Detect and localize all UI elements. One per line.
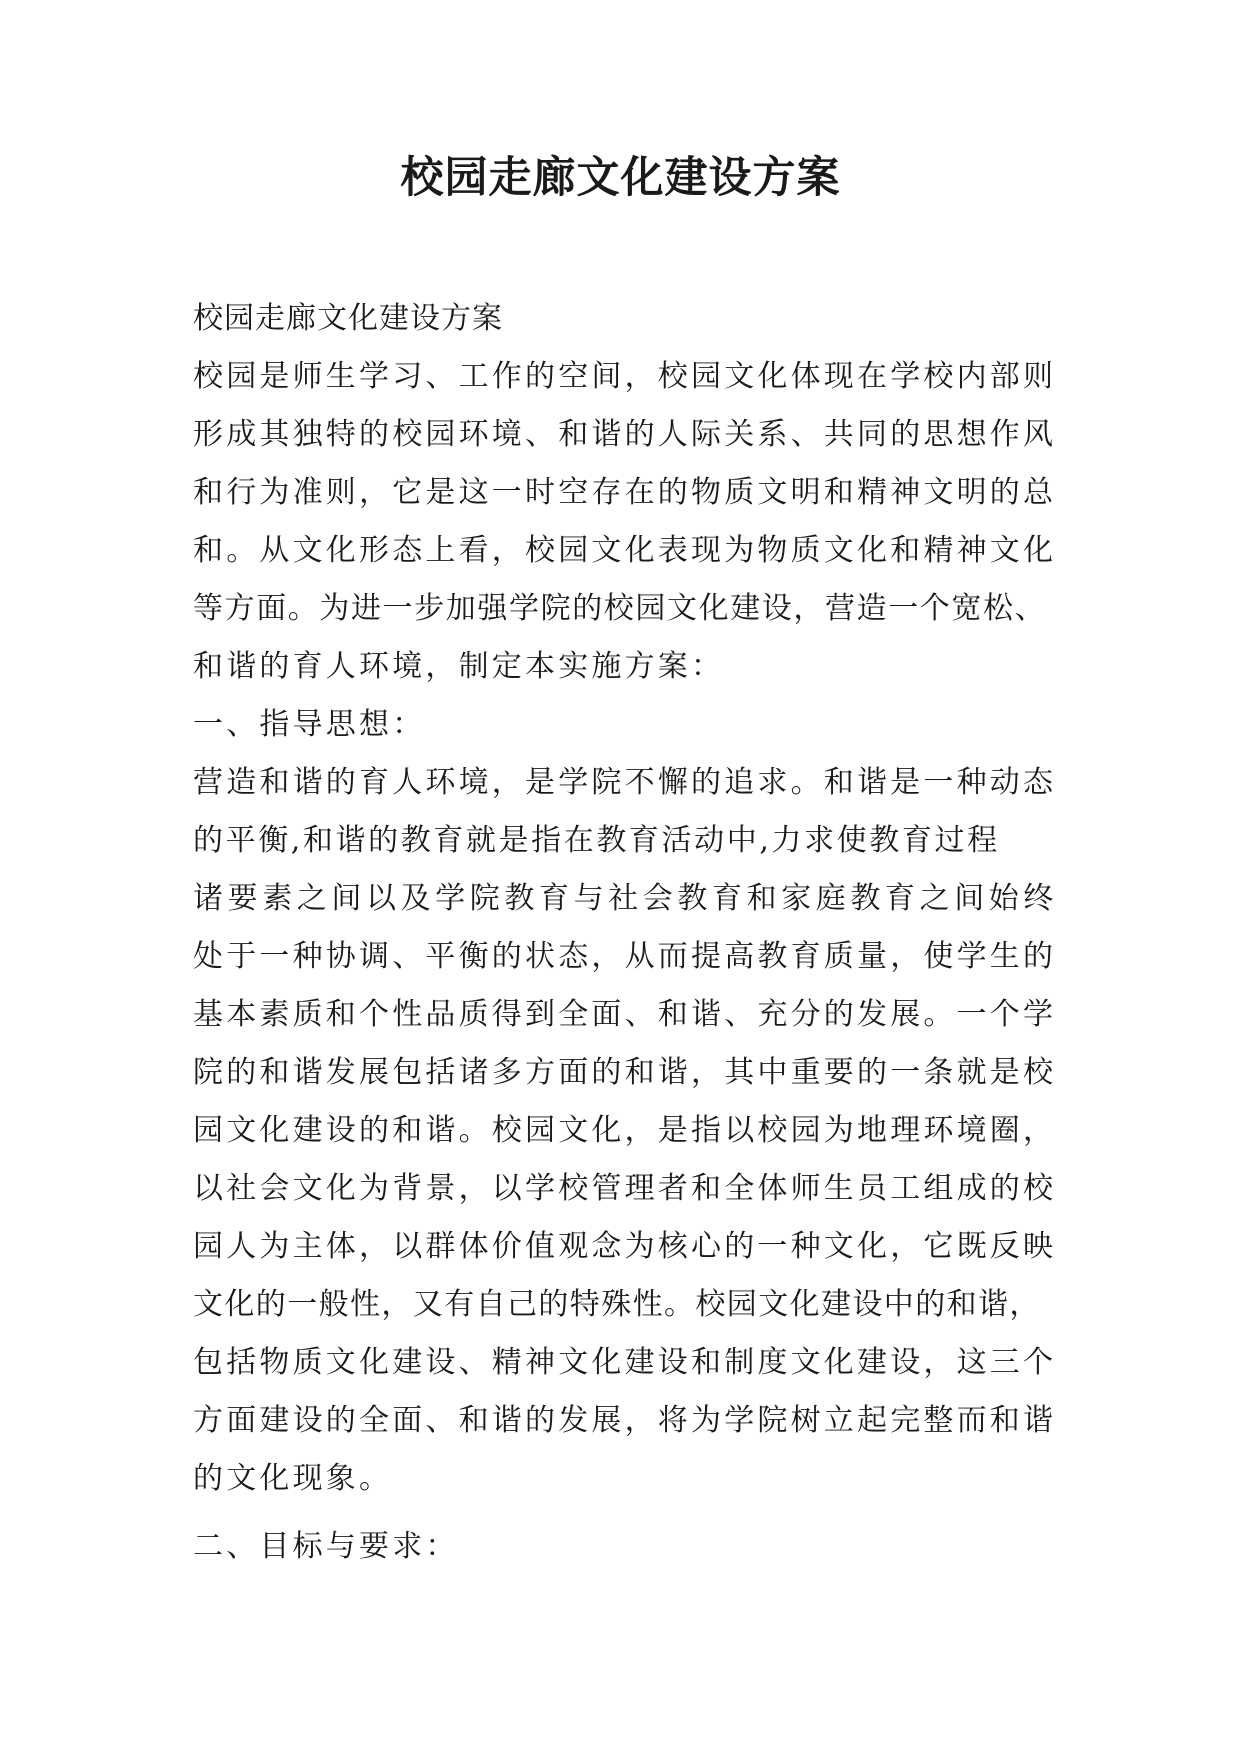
section-heading-2: 二、目标与要求：	[193, 1529, 459, 1564]
body-line: 文化的一般性，又有自己的特殊性。校园文化建设中的和谐，	[193, 1287, 1041, 1322]
body-line: 校园是师生学习、工作的空间，校园文化体现在学校内部则	[193, 359, 1057, 394]
body-line: 诸要素之间以及学院教育与社会教育和家庭教育之间始终	[193, 881, 1058, 916]
subtitle-line: 校园走廊文化建设方案	[193, 301, 503, 336]
body-line: 的平衡,和谐的教育就是指在教育活动中,力求使教育过程	[193, 823, 1000, 858]
body-line: 营造和谐的育人环境，是学院不懈的追求。和谐是一种动态	[193, 765, 1057, 800]
body-line: 的文化现象。	[193, 1461, 393, 1496]
section-heading-1: 一、指导思想：	[193, 707, 426, 742]
body-line: 方面建设的全面、和谐的发展，将为学院树立起完整而和谐	[193, 1403, 1057, 1438]
body-line: 和行为准则，它是这一时空存在的物质文明和精神文明的总	[193, 475, 1057, 510]
body-line: 院的和谐发展包括诸多方面的和谐，其中重要的一条就是校	[193, 1055, 1057, 1090]
body-line: 形成其独特的校园环境、和谐的人际关系、共同的思想作风	[193, 417, 1057, 452]
body-line: 基本素质和个性品质得到全面、和谐、充分的发展。一个学	[193, 997, 1057, 1032]
body-line: 包括物质文化建设、精神文化建设和制度文化建设，这三个	[193, 1345, 1057, 1380]
body-line: 园人为主体，以群体价值观念为核心的一种文化，它既反映	[193, 1229, 1057, 1264]
document-title: 校园走廊文化建设方案	[400, 153, 841, 203]
body-line: 等方面。为进一步加强学院的校园文化建设，营造一个宽松、	[193, 591, 1047, 626]
body-line: 以社会文化为背景，以学校管理者和全体师生员工组成的校	[193, 1171, 1057, 1206]
body-line: 和谐的育人环境，制定本实施方案：	[193, 649, 725, 684]
body-line: 园文化建设的和谐。校园文化，是指以校园为地理环境圈，	[193, 1113, 1057, 1148]
body-line: 处于一种协调、平衡的状态，从而提高教育质量，使学生的	[193, 939, 1057, 974]
body-line: 和。从文化形态上看，校园文化表现为物质文化和精神文化	[193, 533, 1057, 568]
